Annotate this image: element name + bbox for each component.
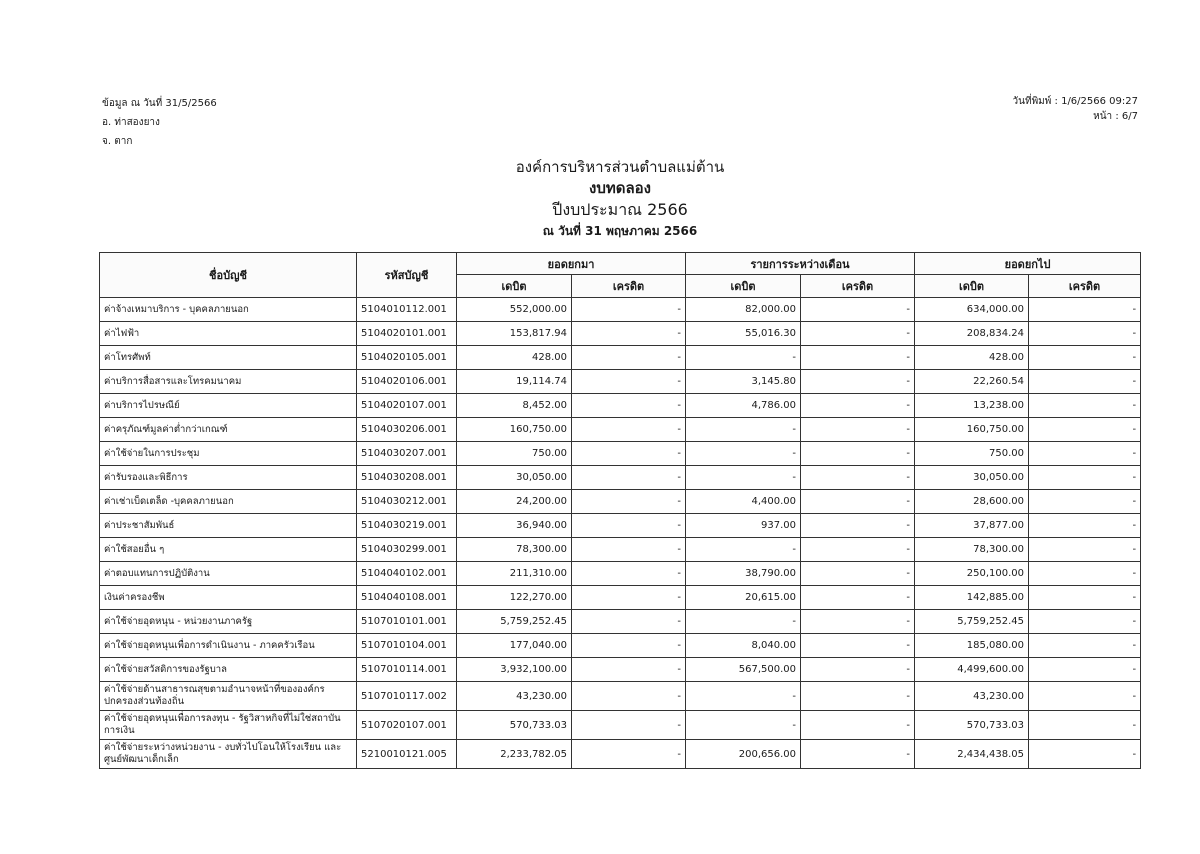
table-row: [100, 562, 1141, 586]
data-date: ข้อมูล ณ วันที่ 31/5/2566: [102, 98, 217, 109]
table-row: [100, 298, 1141, 322]
month-debit-cell: 55,016.30: [686, 322, 801, 346]
account-name-cell: ค่าใช้จ่ายสวัสดิการของรัฐบาล: [100, 658, 357, 682]
cf-debit-cell: 30,050.00: [915, 466, 1029, 490]
cf-debit-cell: 160,750.00: [915, 418, 1029, 442]
bf-credit-cell: -: [572, 586, 686, 610]
table-row: [100, 610, 1141, 634]
bf-debit-cell: 211,310.00: [457, 562, 572, 586]
cf-debit-cell: 28,600.00: [915, 490, 1029, 514]
cf-credit-cell: -: [1029, 322, 1141, 346]
bf-credit-cell: -: [572, 418, 686, 442]
bf-credit-cell: -: [572, 466, 686, 490]
table-row: [100, 442, 1141, 466]
account-code-cell: 5104030208.001: [357, 466, 457, 490]
table-row: [100, 538, 1141, 562]
bf-debit-cell: 30,050.00: [457, 466, 572, 490]
as-of-date: ณ วันที่ 31 พฤษภาคม 2566: [542, 224, 698, 238]
header-bf-debit: เดบิต: [457, 275, 572, 298]
cf-credit-cell: -: [1029, 711, 1141, 740]
account-name-cell: ค่าโทรศัพท์: [100, 346, 357, 370]
header-month-credit: เครดิต: [801, 275, 915, 298]
cf-credit-cell: -: [1029, 538, 1141, 562]
cf-debit-cell: 2,434,438.05: [915, 740, 1029, 769]
account-code-cell: 5104020101.001: [357, 322, 457, 346]
account-name-cell: ค่าบริการไปรษณีย์: [100, 394, 357, 418]
month-debit-cell: 4,786.00: [686, 394, 801, 418]
cf-credit-cell: -: [1029, 442, 1141, 466]
month-debit-cell: 937.00: [686, 514, 801, 538]
month-credit-cell: -: [801, 538, 915, 562]
cf-debit-cell: 185,080.00: [915, 634, 1029, 658]
month-debit-cell: -: [686, 711, 801, 740]
cf-credit-cell: -: [1029, 562, 1141, 586]
account-code-cell: 5104030207.001: [357, 442, 457, 466]
cf-debit-cell: 634,000.00: [915, 298, 1029, 322]
table-row: [100, 740, 1141, 769]
bf-credit-cell: -: [572, 370, 686, 394]
district: อ. ท่าสองยาง: [102, 117, 160, 128]
table-row: [100, 322, 1141, 346]
month-credit-cell: -: [801, 562, 915, 586]
cf-debit-cell: 208,834.24: [915, 322, 1029, 346]
account-code-cell: 5104020106.001: [357, 370, 457, 394]
account-name-cell: ค่าตอบแทนการปฏิบัติงาน: [100, 562, 357, 586]
account-code-cell: 5104010112.001: [357, 298, 457, 322]
header-carried-forward: ยอดยกไป: [915, 253, 1141, 275]
month-debit-cell: 4,400.00: [686, 490, 801, 514]
cf-credit-cell: -: [1029, 346, 1141, 370]
account-code-cell: 5104020105.001: [357, 346, 457, 370]
account-name-cell: ค่าใช้จ่ายในการประชุม: [100, 442, 357, 466]
account-code-cell: 5107010104.001: [357, 634, 457, 658]
bf-credit-cell: -: [572, 740, 686, 769]
account-code-cell: 5104040102.001: [357, 562, 457, 586]
bf-credit-cell: -: [572, 682, 686, 711]
cf-credit-cell: -: [1029, 682, 1141, 711]
account-code-cell: 5210010121.005: [357, 740, 457, 769]
cf-debit-cell: 37,877.00: [915, 514, 1029, 538]
account-name-cell: ค่าบริการสื่อสารและโทรคมนาคม: [100, 370, 357, 394]
bf-credit-cell: -: [572, 322, 686, 346]
month-credit-cell: -: [801, 322, 915, 346]
bf-debit-cell: 153,817.94: [457, 322, 572, 346]
trial-balance-table: [99, 252, 1141, 769]
month-credit-cell: -: [801, 514, 915, 538]
bf-credit-cell: -: [572, 634, 686, 658]
month-credit-cell: -: [801, 346, 915, 370]
bf-debit-cell: 122,270.00: [457, 586, 572, 610]
cf-credit-cell: -: [1029, 610, 1141, 634]
account-name-cell: ค่าจ้างเหมาบริการ - บุคคลภายนอก: [100, 298, 357, 322]
account-name-cell: ค่าใช้จ่ายอุดหนุนเพื่อการลงทุน - รัฐวิสาหกิจที่ไม่ใช่สถาบันการเงิน: [100, 711, 357, 740]
bf-debit-cell: 2,233,782.05: [457, 740, 572, 769]
month-credit-cell: -: [801, 682, 915, 711]
month-debit-cell: 567,500.00: [686, 658, 801, 682]
account-code-cell: 5104020107.001: [357, 394, 457, 418]
cf-debit-cell: 250,100.00: [915, 562, 1029, 586]
header-account-code: รหัสบัญชี: [357, 253, 457, 298]
month-credit-cell: -: [801, 394, 915, 418]
bf-credit-cell: -: [572, 394, 686, 418]
month-debit-cell: -: [686, 346, 801, 370]
bf-debit-cell: 177,040.00: [457, 634, 572, 658]
month-debit-cell: -: [686, 538, 801, 562]
month-credit-cell: -: [801, 370, 915, 394]
bf-credit-cell: -: [572, 514, 686, 538]
print-date: วันที่พิมพ์ : 1/6/2566 09:27: [1012, 96, 1138, 107]
bf-credit-cell: -: [572, 490, 686, 514]
bf-credit-cell: -: [572, 610, 686, 634]
cf-debit-cell: 43,230.00: [915, 682, 1029, 711]
bf-debit-cell: 750.00: [457, 442, 572, 466]
report-meta-left: [102, 94, 217, 151]
cf-credit-cell: -: [1029, 740, 1141, 769]
account-code-cell: 5107020107.001: [357, 711, 457, 740]
header-cf-debit: เดบิต: [915, 275, 1029, 298]
table-row: [100, 682, 1141, 711]
account-name-cell: ค่าใช้จ่ายอุดหนุนเพื่อการดำเนินงาน - ภาคครัวเรือน: [100, 634, 357, 658]
month-debit-cell: 82,000.00: [686, 298, 801, 322]
bf-credit-cell: -: [572, 562, 686, 586]
bf-debit-cell: 570,733.03: [457, 711, 572, 740]
account-name-cell: เงินค่าครองชีพ: [100, 586, 357, 610]
bf-debit-cell: 19,114.74: [457, 370, 572, 394]
table-row: [100, 634, 1141, 658]
table-row: [100, 418, 1141, 442]
account-name-cell: ค่าใช้สอยอื่น ๆ: [100, 538, 357, 562]
header-month-debit: เดบิต: [686, 275, 801, 298]
account-code-cell: 5104030212.001: [357, 490, 457, 514]
report-title-block: [0, 156, 1200, 240]
header-brought-forward: ยอดยกมา: [457, 253, 686, 275]
bf-debit-cell: 78,300.00: [457, 538, 572, 562]
bf-debit-cell: 5,759,252.45: [457, 610, 572, 634]
account-code-cell: 5107010114.001: [357, 658, 457, 682]
bf-debit-cell: 552,000.00: [457, 298, 572, 322]
account-code-cell: 5107010117.002: [357, 682, 457, 711]
account-code-cell: 5104040108.001: [357, 586, 457, 610]
month-debit-cell: 20,615.00: [686, 586, 801, 610]
cf-debit-cell: 750.00: [915, 442, 1029, 466]
month-debit-cell: 38,790.00: [686, 562, 801, 586]
month-credit-cell: -: [801, 442, 915, 466]
account-name-cell: ค่าไฟฟ้า: [100, 322, 357, 346]
account-code-cell: 5104030219.001: [357, 514, 457, 538]
cf-credit-cell: -: [1029, 490, 1141, 514]
cf-credit-cell: -: [1029, 418, 1141, 442]
account-code-cell: 5104030299.001: [357, 538, 457, 562]
month-debit-cell: -: [686, 466, 801, 490]
report-title: งบทดลอง: [589, 179, 651, 197]
month-debit-cell: -: [686, 418, 801, 442]
ledger-body: [100, 298, 1141, 769]
province: จ. ตาก: [102, 136, 133, 147]
cf-debit-cell: 4,499,600.00: [915, 658, 1029, 682]
table-row: [100, 394, 1141, 418]
header-cf-credit: เครดิต: [1029, 275, 1141, 298]
month-credit-cell: -: [801, 466, 915, 490]
cf-debit-cell: 5,759,252.45: [915, 610, 1029, 634]
account-name-cell: ค่าใช้จ่ายอุดหนุน - หน่วยงานภาครัฐ: [100, 610, 357, 634]
month-debit-cell: -: [686, 682, 801, 711]
bf-credit-cell: -: [572, 298, 686, 322]
bf-credit-cell: -: [572, 442, 686, 466]
month-credit-cell: -: [801, 634, 915, 658]
cf-credit-cell: -: [1029, 586, 1141, 610]
page-number: หน้า : 6/7: [1093, 111, 1138, 122]
cf-debit-cell: 13,238.00: [915, 394, 1029, 418]
month-debit-cell: 3,145.80: [686, 370, 801, 394]
account-name-cell: ค่าเช่าเบ็ดเตล็ด -บุคคลภายนอก: [100, 490, 357, 514]
account-name-cell: ค่ารับรองและพิธีการ: [100, 466, 357, 490]
cf-debit-cell: 78,300.00: [915, 538, 1029, 562]
account-name-cell: ค่าครุภัณฑ์มูลค่าต่ำกว่าเกณฑ์: [100, 418, 357, 442]
table-row: [100, 658, 1141, 682]
cf-debit-cell: 570,733.03: [915, 711, 1029, 740]
month-credit-cell: -: [801, 298, 915, 322]
table-row: [100, 514, 1141, 538]
bf-debit-cell: 43,230.00: [457, 682, 572, 711]
bf-credit-cell: -: [572, 538, 686, 562]
month-credit-cell: -: [801, 711, 915, 740]
cf-debit-cell: 22,260.54: [915, 370, 1029, 394]
account-code-cell: 5104030206.001: [357, 418, 457, 442]
cf-credit-cell: -: [1029, 370, 1141, 394]
table-row: [100, 346, 1141, 370]
account-name-cell: ค่าใช้จ่ายด้านสาธารณสุขตามอำนาจหน้าที่ขององค์กรปกครองส่วนท้องถิ่น: [100, 682, 357, 711]
account-code-cell: 5107010101.001: [357, 610, 457, 634]
cf-credit-cell: -: [1029, 298, 1141, 322]
bf-debit-cell: 8,452.00: [457, 394, 572, 418]
month-credit-cell: -: [801, 610, 915, 634]
month-debit-cell: -: [686, 610, 801, 634]
header-account-name: ชื่อบัญชี: [100, 253, 357, 298]
header-during-month: รายการระหว่างเดือน: [686, 253, 915, 275]
month-debit-cell: 200,656.00: [686, 740, 801, 769]
organization-name: องค์การบริหารส่วนตำบลแม่ต้าน: [515, 158, 725, 176]
month-credit-cell: -: [801, 740, 915, 769]
bf-debit-cell: 24,200.00: [457, 490, 572, 514]
cf-credit-cell: -: [1029, 394, 1141, 418]
month-debit-cell: -: [686, 442, 801, 466]
report-meta-right: [1013, 94, 1138, 124]
table-row: [100, 466, 1141, 490]
table-row: [100, 490, 1141, 514]
cf-debit-cell: 428.00: [915, 346, 1029, 370]
table-row: [100, 586, 1141, 610]
bf-debit-cell: 428.00: [457, 346, 572, 370]
fiscal-year: ปีงบประมาณ 2566: [552, 200, 688, 219]
bf-credit-cell: -: [572, 346, 686, 370]
cf-credit-cell: -: [1029, 658, 1141, 682]
account-name-cell: ค่าประชาสัมพันธ์: [100, 514, 357, 538]
bf-debit-cell: 160,750.00: [457, 418, 572, 442]
bf-credit-cell: -: [572, 711, 686, 740]
cf-debit-cell: 142,885.00: [915, 586, 1029, 610]
header-bf-credit: เครดิต: [572, 275, 686, 298]
month-debit-cell: 8,040.00: [686, 634, 801, 658]
bf-debit-cell: 3,932,100.00: [457, 658, 572, 682]
cf-credit-cell: -: [1029, 514, 1141, 538]
month-credit-cell: -: [801, 658, 915, 682]
bf-debit-cell: 36,940.00: [457, 514, 572, 538]
cf-credit-cell: -: [1029, 634, 1141, 658]
account-name-cell: ค่าใช้จ่ายระหว่างหน่วยงาน - งบทั่วไปโอนให้โรงเรียน และศูนย์พัฒนาเด็กเล็ก: [100, 740, 357, 769]
table-row: [100, 711, 1141, 740]
table-row: [100, 370, 1141, 394]
month-credit-cell: -: [801, 586, 915, 610]
month-credit-cell: -: [801, 418, 915, 442]
bf-credit-cell: -: [572, 658, 686, 682]
cf-credit-cell: -: [1029, 466, 1141, 490]
month-credit-cell: -: [801, 490, 915, 514]
